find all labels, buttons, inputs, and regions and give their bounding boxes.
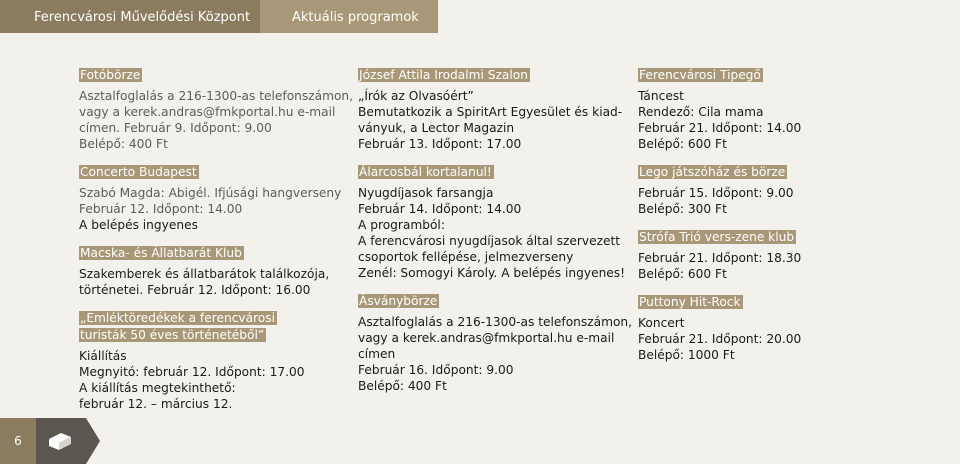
event-line: Megnyitó: február 12. Időpont: 17.00 (79, 365, 305, 379)
event-line: Február 12. Időpont: 14.00 (79, 202, 243, 216)
event-line: Nyugdíjasok farsangja (358, 186, 494, 200)
event-emlektoredekek (79, 309, 341, 412)
event-line: történetei. Február 12. Időpont: 16.00 (79, 283, 311, 297)
event-alarcosbal (358, 163, 626, 281)
event-line: A belépés ingyenes (79, 218, 198, 232)
event-line: Koncert (638, 316, 685, 330)
event-tipego (638, 66, 950, 152)
event-title: Concerto Budapest (80, 165, 197, 179)
event-line: A kiállítás megtekinthető: (79, 381, 236, 395)
event-line: Asztalfoglalás a 216-1300-as telefonszámon, (79, 89, 354, 103)
event-line: Belépő: 1000 Ft (638, 348, 735, 362)
event-title: Ásványbörze (359, 294, 438, 308)
event-line: címen (358, 347, 396, 361)
column-3 (638, 66, 950, 374)
event-line: Rendező: Cila mama (638, 105, 764, 119)
event-line: Belépő: 600 Ft (638, 137, 727, 151)
event-line: Február 21. Időpont: 14.00 (638, 121, 802, 135)
event-asvanyborze (358, 292, 633, 394)
event-irodalmi-szalon (358, 66, 626, 152)
event-line: Szakemberek és állatbarátok találkozója, (79, 267, 330, 281)
event-line: Asztalfoglalás a 216-1300-as telefonszámon, (358, 315, 633, 329)
column-1 (79, 66, 354, 423)
event-macska-klub (79, 244, 341, 298)
org-title: Ferencvárosi Művelődési Központ (0, 0, 260, 33)
event-title: Álarcosbál kortalanul! (359, 165, 492, 179)
event-title: Fotóbörze (80, 68, 141, 82)
event-line: Kiállítás (79, 349, 127, 363)
event-line: Táncest (638, 89, 684, 103)
event-line: Február 13. Időpont: 17.00 (358, 137, 522, 151)
event-title: Lego játszóház és börze (639, 165, 786, 179)
event-line: csoportok fellépése, jelmezverseny (358, 250, 574, 264)
event-line: Belépő: 600 Ft (638, 267, 727, 281)
event-line: Belépő: 400 Ft (79, 137, 168, 151)
event-title: „Emléktöredékek a ferencvárosi turisták 50 éves történetéből” (80, 311, 276, 342)
event-line: címen. Február 9. Időpont: 9.00 (79, 121, 272, 135)
event-lego (638, 163, 950, 217)
event-line: ványuk, a Lector Magazin (358, 121, 515, 135)
event-line: Február 15. Időpont: 9.00 (638, 186, 794, 200)
event-concerto-budapest (79, 163, 341, 233)
event-line: Február 21. Időpont: 20.00 (638, 332, 802, 346)
event-line: Zenél: Somogyi Károly. A belépés ingyenes! (358, 266, 626, 280)
event-strofa-trio (638, 228, 950, 282)
event-line: A programból: (358, 218, 445, 232)
footer-tab (36, 418, 86, 464)
event-line: „Írók az Olvasóért” (358, 89, 474, 103)
event-line: vagy a kerek.andras@fmkportal.hu e-mail (358, 331, 615, 345)
event-fotoborze (79, 66, 354, 152)
event-line: vagy a kerek.andras@fmkportal.hu e-mail (79, 105, 336, 119)
event-line: Február 21. Időpont: 18.30 (638, 251, 802, 265)
event-line: A ferencvárosi nyugdíjasok által szervezett (358, 234, 621, 248)
event-title: Ferencvárosi Tipegő (639, 68, 761, 82)
event-puttony (638, 293, 950, 363)
book-icon (47, 429, 73, 453)
event-line: Február 16. Időpont: 9.00 (358, 363, 514, 377)
event-title: Strófa Trió vers-zene klub (639, 230, 795, 244)
event-title: József Attila Irodalmi Szalon (359, 68, 528, 82)
page-number: 6 (0, 418, 36, 464)
event-line: Bemutatkozik a SpiritArt Egyesület és kiad- (358, 105, 623, 119)
event-line: Szabó Magda: Abigél. Ifjúsági hangverseny (79, 186, 342, 200)
section-title: Aktuális programok (260, 0, 438, 33)
event-line: Február 14. Időpont: 14.00 (358, 202, 522, 216)
event-line: Belépő: 400 Ft (358, 379, 447, 393)
event-line: Belépő: 300 Ft (638, 202, 727, 216)
event-line: február 12. – március 12. (79, 397, 233, 411)
column-2 (358, 66, 633, 405)
event-title: Macska- és Állatbarát Klub (80, 246, 242, 260)
header-bar (0, 0, 960, 33)
event-title: Puttony Hit-Rock (639, 295, 741, 309)
